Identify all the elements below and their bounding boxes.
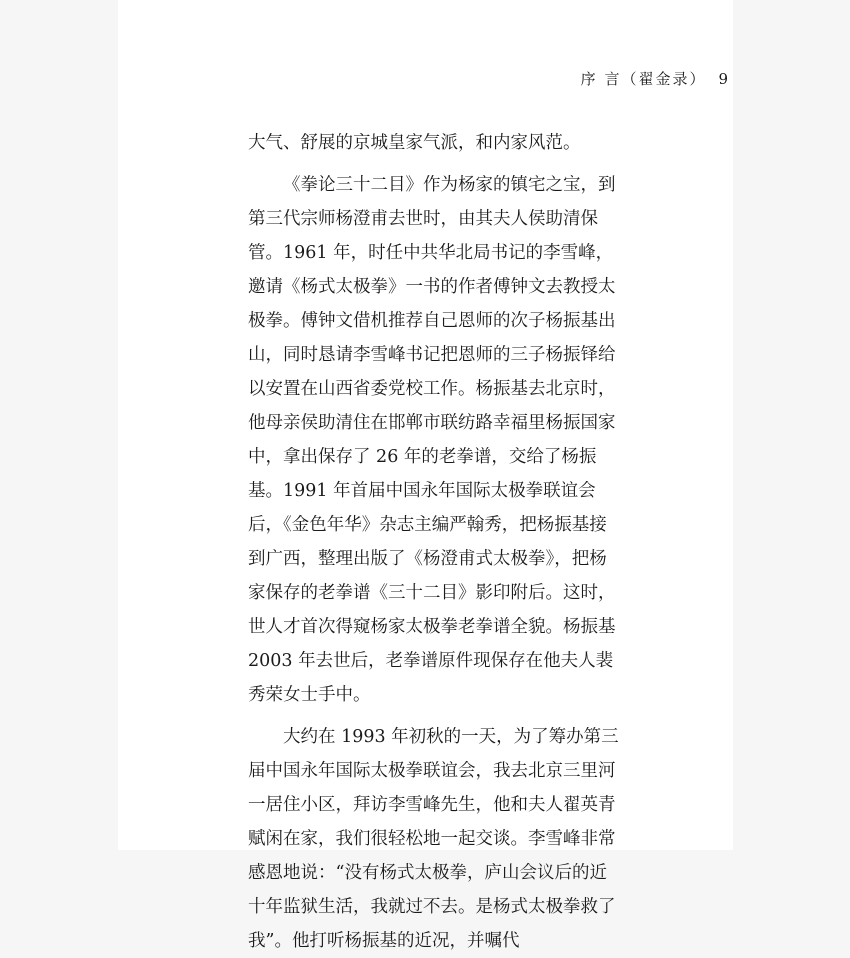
body-text xyxy=(248,126,623,958)
paragraph-3: 大约在 1993 年初秋的一天，为了筹办第三届中国永年国际太极拳联谊会，我去北京三里河一居住小区，拜访李雪峰先生，他和夫人翟英青赋闲在家，我们很轻松地一起交谈。李雪峰非常感恩地说：“没有杨式太极拳，庐山会议后的近十年监狱生活，我就过不去。是杨式太极拳救了我”。他打听杨振基的近况，并嘱代 xyxy=(248,727,619,951)
paragraph-2: 《拳论三十二目》作为杨家的镇宅之宝，到第三代宗师杨澄甫去世时，由其夫人侯助清保管。1961 年，时任中共华北局书记的李雪峰，邀请《杨式太极拳》一书的作者傅钟文去教授太极拳。傅钟文借机推荐自己恩师的次子杨振基出山，同时恳请李雪峰书记把恩师的三子杨振铎给以安置在山西省委党校工作。杨振基去北京时，他母亲侯助清住在邯郸市联纺路幸福里杨振国家中，拿出保存了 26 年的老拳谱，交给了杨振基。1991 年首届中国永年国际太极拳联谊会后，《金色年华》杂志主编严翰秀，把杨振基接到广西，整理出版了《杨澄甫式太极拳》，把杨家保存的老拳谱《三十二目》影印附后。这时，世人才首次得窥杨家太极拳老拳谱全貌。杨振基 2003 年去世后，老拳谱原件现保存在他夫人裴秀荣女士手中。 xyxy=(248,175,616,705)
header-title: 序 言（翟金录） xyxy=(580,70,707,88)
page-number: 9 xyxy=(718,70,728,88)
running-header xyxy=(581,68,728,89)
paragraph-1: 大气、舒展的京城皇家气派，和内家风范。 xyxy=(248,133,581,153)
